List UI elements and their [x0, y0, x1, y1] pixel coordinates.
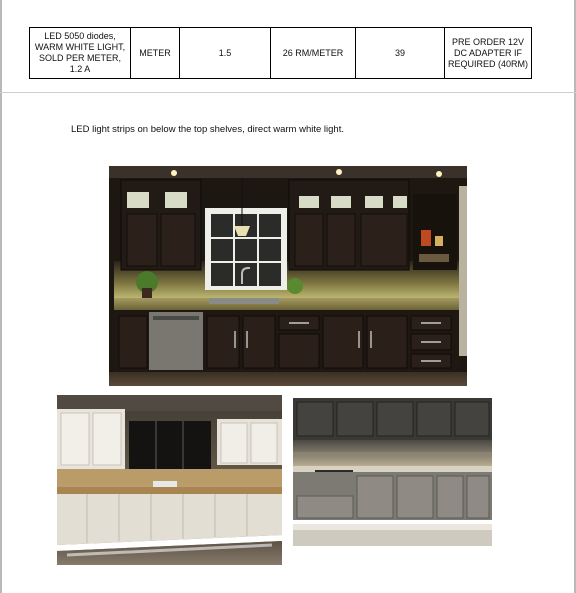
total-cell: 39	[356, 28, 445, 79]
grey-cabinet-kitchen-photo	[293, 398, 492, 546]
page-border-left	[0, 0, 2, 593]
caption: LED light strips on below the top shelves, direct warm white light.	[71, 124, 344, 135]
unit-price-cell: 26 RM/METER	[271, 28, 356, 79]
page-rule	[0, 92, 576, 93]
white-gloss-kitchen-photo	[57, 395, 282, 565]
table-row	[30, 28, 532, 79]
unit-cell: METER	[131, 28, 180, 79]
quantity-cell: 1.5	[180, 28, 271, 79]
dark-cabinet-kitchen-photo	[109, 166, 467, 386]
spec-table	[29, 27, 532, 79]
description-cell: LED 5050 diodes, WARM WHITE LIGHT, SOLD PER METER, 1.2 A	[30, 28, 131, 79]
note-cell: PRE ORDER 12V DC ADAPTER IF REQUIRED (40RM)	[445, 28, 532, 79]
